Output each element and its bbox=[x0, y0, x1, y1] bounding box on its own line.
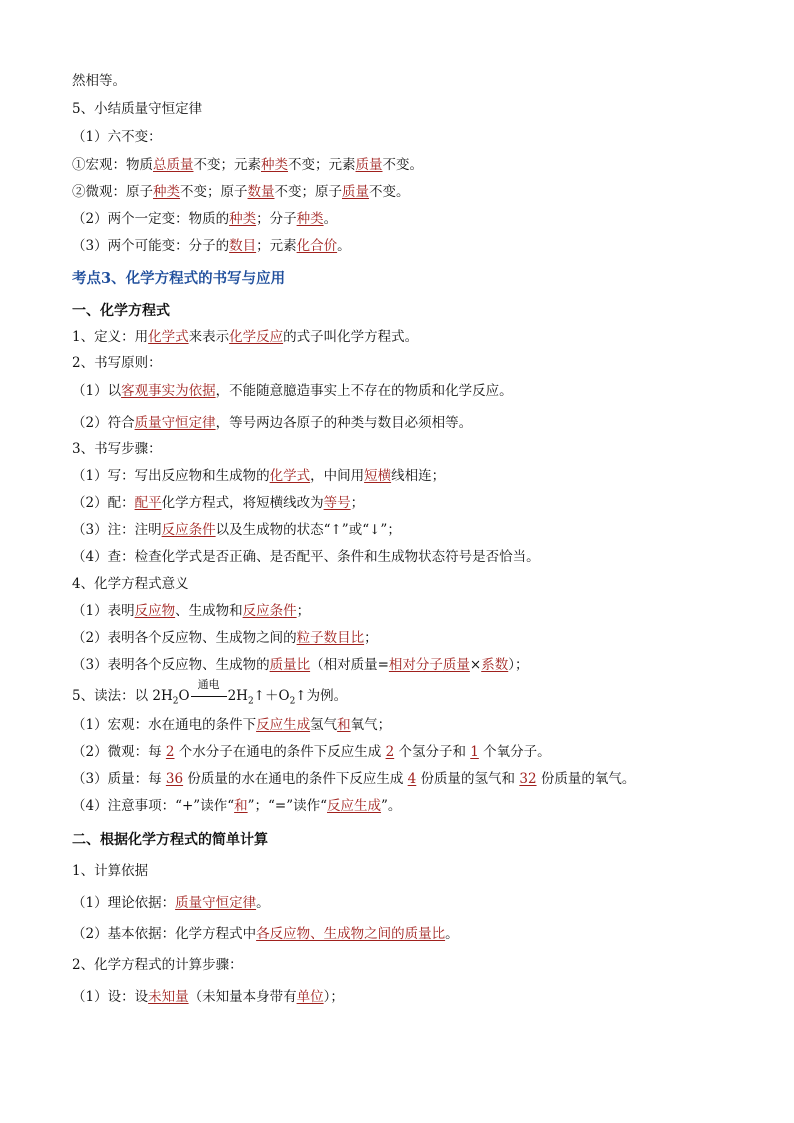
key-term: 质量守恒定律 bbox=[134, 415, 216, 431]
text-run: 。 bbox=[256, 895, 270, 911]
text-run: 5、小结质量守恒定律 bbox=[72, 101, 203, 117]
key-term: 32 bbox=[519, 771, 537, 787]
text-run: 、生成物和 bbox=[175, 603, 243, 619]
text-run: （2）配： bbox=[72, 495, 135, 511]
key-term: 数目 bbox=[229, 238, 257, 254]
text-run: ； bbox=[296, 603, 311, 619]
text-run: 3、书写步骤： bbox=[72, 441, 162, 457]
text-line bbox=[72, 183, 410, 201]
text-run: 个氧分子。 bbox=[478, 744, 551, 760]
text-run: ）； bbox=[323, 989, 344, 1005]
key-term: 反应生成 bbox=[256, 717, 311, 733]
text-run: 二、根据化学方程式的简单计算 bbox=[72, 832, 268, 848]
reaction-bar bbox=[191, 696, 227, 697]
text-line bbox=[72, 354, 162, 372]
text-line bbox=[72, 988, 344, 1006]
text-run: （2）微观：每 bbox=[72, 744, 166, 760]
key-term: 2 bbox=[165, 744, 175, 760]
text-run: 氧气； bbox=[350, 717, 392, 733]
key-term: 反应生成 bbox=[327, 798, 382, 814]
text-run: （1）六不变： bbox=[72, 129, 162, 145]
key-term: 1 bbox=[470, 744, 479, 760]
text-line bbox=[72, 382, 513, 400]
text-line bbox=[72, 678, 348, 711]
text-run: ↑＋O bbox=[253, 688, 290, 704]
text-line bbox=[72, 629, 378, 647]
text-run: （3）表明各个反应物、生成物的 bbox=[72, 657, 270, 673]
section-heading bbox=[72, 831, 268, 849]
text-run: 。 bbox=[323, 211, 338, 227]
text-run: （1）理论依据： bbox=[72, 895, 176, 911]
key-term: 反应条件 bbox=[161, 522, 216, 538]
text-line bbox=[72, 467, 445, 485]
text-run: （1）表明 bbox=[72, 603, 135, 619]
subscript: 2 bbox=[289, 696, 296, 707]
text-run: 份质量的氢气和 bbox=[416, 771, 520, 787]
text-line bbox=[72, 894, 270, 912]
text-run: 来表示 bbox=[188, 329, 230, 345]
key-term: 反应物 bbox=[134, 603, 176, 619]
text-line bbox=[72, 575, 189, 593]
text-run: （4）查：检查化学式是否正确、是否配平、条件和生成物状态符号是否恰当。 bbox=[72, 549, 540, 565]
text-run: 不变。 bbox=[382, 157, 423, 173]
text-line bbox=[72, 494, 364, 512]
text-run: （1）设：设 bbox=[72, 989, 149, 1005]
text-run: ）； bbox=[508, 657, 529, 673]
key-term: 种类 bbox=[153, 184, 180, 200]
text-run: （1）写：写出反应物和生成物的 bbox=[72, 468, 270, 484]
key-term: 相对分子质量 bbox=[388, 657, 470, 673]
text-run: ”；“=”读作“ bbox=[247, 798, 328, 814]
text-run: 个水分子在通电的条件下反应生成 bbox=[174, 744, 386, 760]
text-run: （3）注：注明 bbox=[72, 522, 162, 538]
text-line bbox=[72, 521, 401, 539]
text-line bbox=[72, 602, 310, 620]
text-line bbox=[72, 925, 459, 943]
key-term: 和 bbox=[337, 717, 351, 733]
text-line bbox=[72, 128, 162, 146]
text-run: （相对质量= bbox=[310, 657, 389, 673]
text-run: 以及生成物的状态“↑”或“↓”； bbox=[215, 522, 401, 538]
text-run: 氢气 bbox=[310, 717, 338, 733]
text-run: 不变；元素 bbox=[288, 157, 356, 173]
text-run: 2H bbox=[227, 688, 248, 704]
key-term: 化学式 bbox=[148, 329, 189, 345]
reaction-condition bbox=[190, 678, 228, 705]
text-run: O bbox=[178, 688, 190, 704]
key-term: 数量 bbox=[247, 184, 275, 200]
key-term: 种类 bbox=[261, 157, 288, 173]
key-term: 单位 bbox=[296, 989, 324, 1005]
text-line bbox=[72, 156, 423, 174]
text-run: ，等号两边各原子的种类与数目必须相等。 bbox=[215, 415, 473, 431]
text-line bbox=[72, 328, 418, 346]
text-run: 不变；原子 bbox=[180, 184, 248, 200]
text-run: ，中间用 bbox=[310, 468, 365, 484]
text-run: 2、书写原则： bbox=[72, 355, 162, 371]
text-run: ”。 bbox=[381, 798, 402, 814]
text-run: 的式子叫化学方程式。 bbox=[283, 329, 419, 345]
key-term: 系数 bbox=[481, 657, 509, 673]
text-run: ；分子 bbox=[256, 211, 297, 227]
key-term: 化合价 bbox=[296, 238, 338, 254]
text-line bbox=[72, 716, 391, 734]
text-line bbox=[72, 414, 472, 432]
text-run: （1）以 bbox=[72, 383, 122, 399]
key-term: 质量 bbox=[355, 157, 383, 173]
text-run: （4）注意事项：“+”读作“ bbox=[72, 798, 235, 814]
text-line bbox=[72, 770, 635, 788]
text-run: 不变；原子 bbox=[274, 184, 342, 200]
text-run: （未知量本身带有 bbox=[188, 989, 297, 1005]
text-run: （3）两个可能变：分子的 bbox=[72, 238, 230, 254]
key-term: 2 bbox=[385, 744, 395, 760]
key-term: 种类 bbox=[296, 211, 324, 227]
subscript: 2 bbox=[172, 696, 179, 707]
text-run: 一、化学方程式 bbox=[72, 303, 170, 319]
text-line bbox=[72, 656, 528, 674]
text-run: 化学方程式，将短横线改为 bbox=[161, 495, 324, 511]
text-run: 不变。 bbox=[369, 184, 410, 200]
text-run: 不变；元素 bbox=[193, 157, 261, 173]
text-run: （2）符合 bbox=[72, 415, 135, 431]
section-heading bbox=[72, 270, 285, 288]
key-term: 4 bbox=[407, 771, 417, 787]
text-run: 个氢分子和 bbox=[394, 744, 471, 760]
key-term: 和 bbox=[234, 798, 248, 814]
text-run: 2、化学方程式的计算步骤： bbox=[72, 957, 243, 973]
key-term: 36 bbox=[165, 771, 184, 787]
key-term: 化学反应 bbox=[229, 329, 284, 345]
key-term: 配平 bbox=[134, 495, 162, 511]
text-run: 1、定义：用 bbox=[72, 329, 149, 345]
text-line bbox=[72, 862, 148, 880]
text-line bbox=[72, 797, 401, 815]
text-run: 5、读法：以 2H bbox=[72, 688, 173, 704]
text-run: （1）宏观：水在通电的条件下 bbox=[72, 717, 257, 733]
key-term: 各反应物、生成物之间的质量比 bbox=[256, 926, 446, 942]
subscript: 2 bbox=[247, 696, 254, 707]
text-run: 。 bbox=[445, 926, 459, 942]
text-run: ；元素 bbox=[256, 238, 297, 254]
key-term: 反应条件 bbox=[242, 603, 297, 619]
text-run: （3）质量：每 bbox=[72, 771, 166, 787]
text-run: ①宏观：物质 bbox=[72, 157, 153, 173]
text-line bbox=[72, 237, 351, 255]
text-run: （2）表明各个反应物、生成物之间的 bbox=[72, 630, 297, 646]
text-run: （2）两个一定变：物质的 bbox=[72, 211, 230, 227]
text-run: 4、化学方程式意义 bbox=[72, 576, 189, 592]
text-run: 线相连； bbox=[391, 468, 446, 484]
key-term: 种类 bbox=[229, 211, 257, 227]
key-term: 粒子数目比 bbox=[296, 630, 365, 646]
text-run: ，不能随意臆造事实上不存在的物质和化学反应。 bbox=[215, 383, 513, 399]
text-line bbox=[72, 72, 126, 90]
key-term: 等号 bbox=[323, 495, 351, 511]
text-run: 1、计算依据 bbox=[72, 863, 149, 879]
key-term: 总质量 bbox=[153, 157, 194, 173]
text-line bbox=[72, 548, 540, 566]
key-term: 未知量 bbox=[148, 989, 189, 1005]
text-run: ②微观：原子 bbox=[72, 184, 153, 200]
text-line bbox=[72, 440, 162, 458]
key-term: 客观事实为依据 bbox=[121, 383, 216, 399]
text-run: ； bbox=[364, 630, 378, 646]
text-run: 考点3、化学方程式的书写与应用 bbox=[72, 270, 286, 287]
text-run: 。 bbox=[337, 238, 351, 254]
text-run: ； bbox=[350, 495, 365, 511]
text-run: （2）基本依据：化学方程式中 bbox=[72, 926, 257, 942]
text-line bbox=[72, 210, 337, 228]
text-line bbox=[72, 100, 202, 118]
key-term: 质量比 bbox=[269, 657, 311, 673]
text-run: × bbox=[469, 657, 482, 673]
key-term: 短横 bbox=[364, 468, 392, 484]
condition-label: 通电 bbox=[197, 678, 220, 691]
text-run: 份质量的氧气。 bbox=[536, 771, 636, 787]
text-run: 然相等。 bbox=[72, 73, 126, 89]
text-line bbox=[72, 743, 551, 761]
text-run: 份质量的水在通电的条件下反应生成 bbox=[183, 771, 408, 787]
key-term: 质量 bbox=[342, 184, 369, 200]
section-heading bbox=[72, 302, 170, 320]
text-line bbox=[72, 956, 243, 974]
key-term: 化学式 bbox=[269, 468, 311, 484]
key-term: 质量守恒定律 bbox=[175, 895, 257, 911]
text-run: ↑为例。 bbox=[295, 688, 348, 704]
